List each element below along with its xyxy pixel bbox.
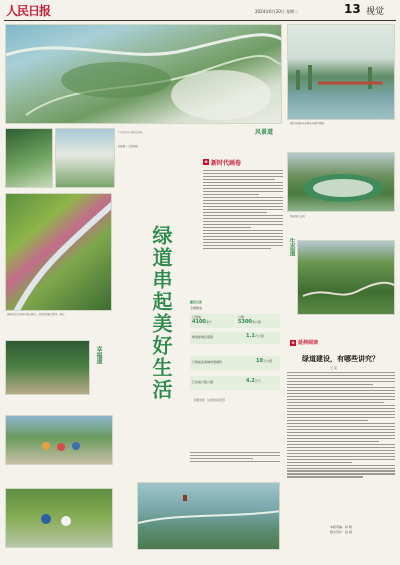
right-sport-park-photo bbox=[287, 152, 395, 212]
stats-box bbox=[190, 300, 280, 440]
left-aerial-green-photo bbox=[5, 193, 112, 311]
right-forest-trail-photo bbox=[297, 240, 395, 315]
bottom-center-text bbox=[190, 452, 280, 464]
section-name: 视觉 bbox=[366, 7, 385, 17]
stat-item-2: 公园 5300多公里 bbox=[236, 314, 280, 328]
stat-item-5: 已完成口袋公园 4.2万个 bbox=[190, 376, 280, 390]
stats-footer: 数据来源：住房城乡建设部 bbox=[194, 399, 226, 402]
article-2-badge: 延伸阅读 bbox=[298, 340, 319, 346]
boat-river-photo bbox=[137, 482, 280, 550]
label-xing-fu: 幸福道 bbox=[95, 346, 102, 364]
credit-editor: 本版责编：杨 帆 bbox=[330, 525, 352, 529]
left-photo-cyclists bbox=[5, 488, 113, 548]
red-badge-icon: ⊕ bbox=[204, 159, 208, 164]
left-photo-runners bbox=[5, 415, 113, 465]
masthead-rule bbox=[4, 20, 396, 21]
caption-top-left-2: 刘浩摄（人民视觉） bbox=[118, 145, 140, 148]
headline: 绿道串起美好生活 bbox=[149, 225, 173, 401]
issue-date: 2024年6月20日 星期二 bbox=[255, 9, 299, 14]
newspaper-logo: 人民日报 bbox=[6, 4, 51, 18]
red-badge-icon-2: ⊕ bbox=[291, 340, 295, 345]
aerial-park-photo bbox=[5, 24, 282, 124]
stats-sub: 全国建成 bbox=[190, 306, 203, 310]
right-bridge-photo bbox=[287, 24, 395, 120]
left-photo-1 bbox=[5, 128, 53, 188]
article-2-title: 绿道建设，有哪些讲究？ bbox=[302, 354, 379, 363]
stat-item-4: 已建成各类城市绿道约 10万公里 bbox=[190, 356, 280, 370]
stat-item-1: 已建成 4100余个 bbox=[190, 314, 235, 328]
stat-item-3: 规划绿道总里程 1.1万公里 bbox=[190, 332, 280, 344]
caption-right-top: 浙江省湖州市南浔区荻港村绿道。 bbox=[290, 122, 326, 125]
left-photo-walk bbox=[5, 340, 90, 395]
left-photo-2 bbox=[55, 128, 115, 188]
article-2-byline: 王 某 bbox=[330, 366, 337, 370]
masthead bbox=[0, 0, 400, 22]
article-2-body bbox=[287, 372, 395, 479]
caption-mid-left: 湖南省长沙市桃子湖公园内，市民在绿道上慢步、骑行。 bbox=[7, 313, 67, 316]
credit-designer: 版式设计：赵 颖 bbox=[330, 530, 352, 534]
article-1-title: 新时代画卷 bbox=[211, 160, 242, 167]
stats-header: 截至目前 bbox=[190, 300, 203, 304]
caption-right-park: 某地城市公园。 bbox=[290, 215, 307, 218]
credits bbox=[330, 525, 395, 535]
label-sheng-tai: 生态道 bbox=[288, 238, 295, 256]
caption-top-left-1: 广东省中山市岐江公园。 bbox=[118, 131, 145, 134]
label-feng-jing: 风景道 bbox=[254, 129, 273, 136]
page-number: 13 bbox=[344, 2, 361, 16]
article-1-body bbox=[203, 170, 283, 251]
